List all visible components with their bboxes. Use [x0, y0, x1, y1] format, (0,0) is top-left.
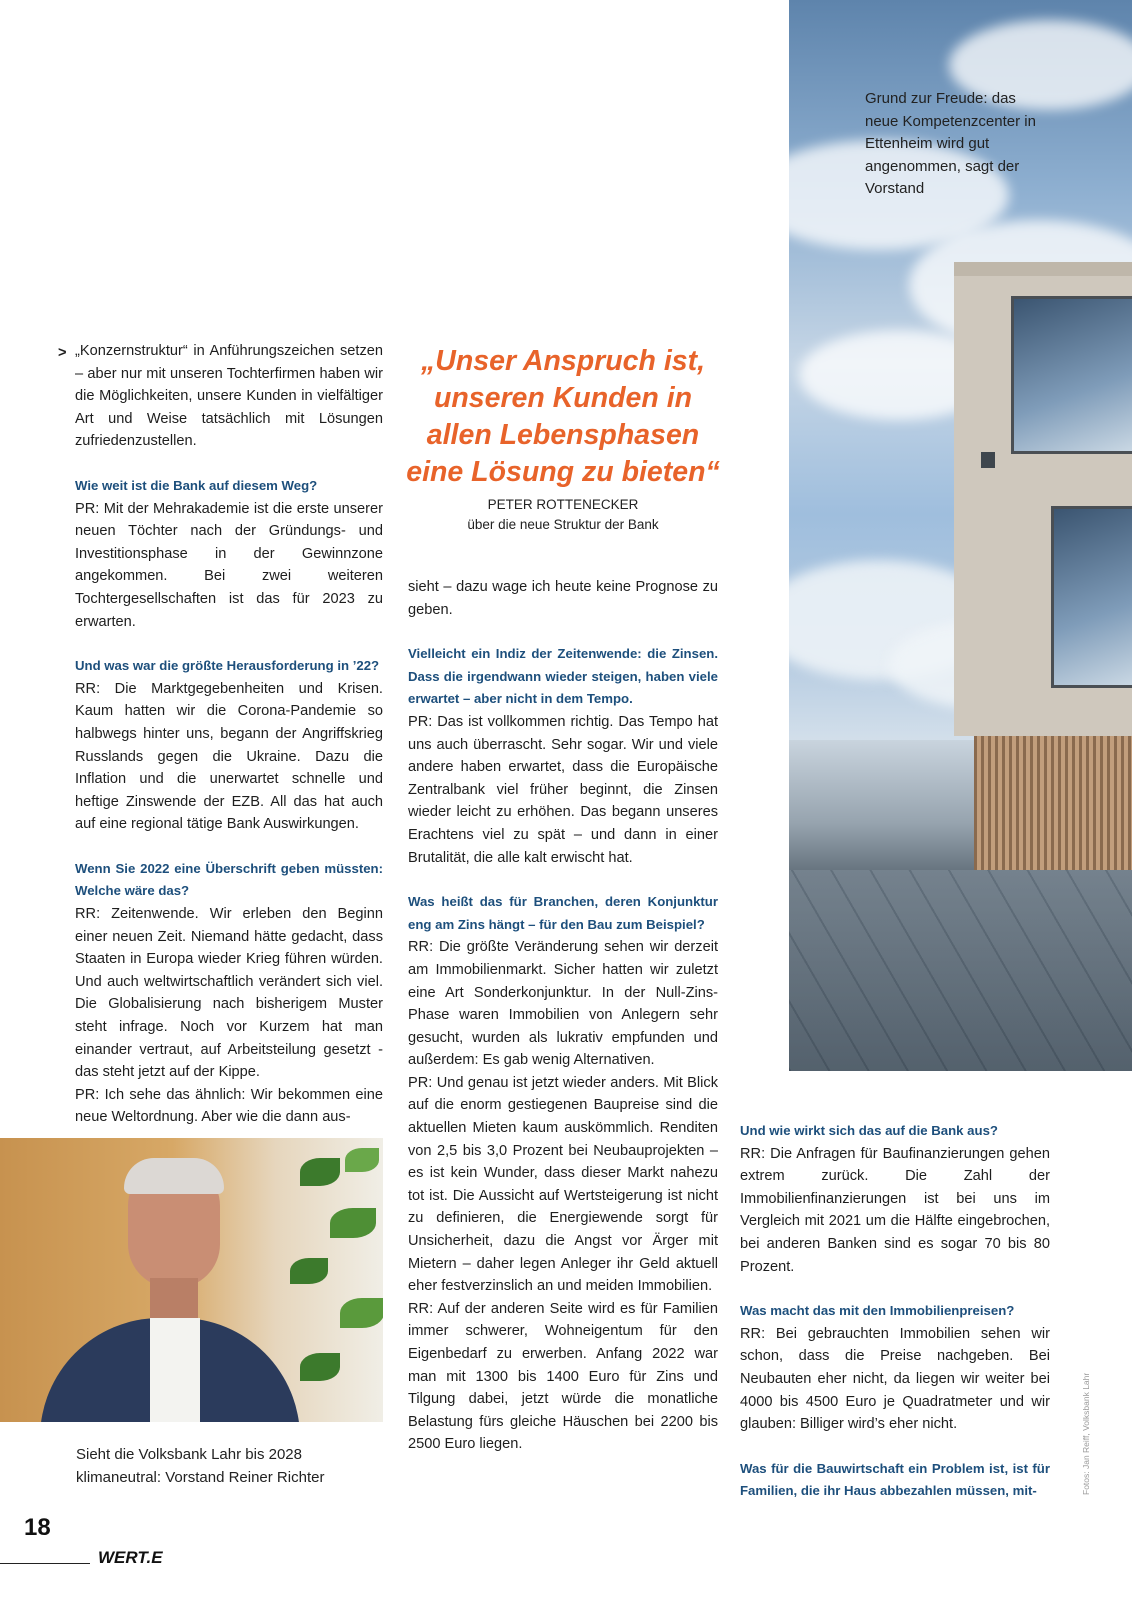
paragraph: „Konzernstruktur“ in Anführungszeichen setzen – aber nur mit unseren Tochterfirmen haben wir die Möglichkeiten, unsere Kunden in vielfältiger Art und Weise tatsächlich mit Lösungen zufriedenzustellen. [75, 343, 383, 450]
paragraph: RR: Zeitenwende. Wir erleben den Beginn einer neuen Zeit. Niemand hätte gedacht, dass Staaten in Europa wieder Krieg führen würden. Und auch weltwirtschaftlich verändert sich viel. Die Globalisierung nach bisherigem Muster steht infrage. Noch vor Kurzem hat man einander vertraut, auf Arbeitsteilung gesetzt - das steht jetzt auf der Kippe. [75, 906, 383, 1081]
column-right [740, 1120, 1050, 1503]
interview-question: Und was war die größte Herausforderung in ’22? [75, 658, 380, 674]
pull-quote-attribution [405, 495, 721, 535]
magazine-name: WERT.E [98, 1548, 163, 1567]
portrait-photo [0, 1138, 383, 1422]
interview-question: Was für die Bauwirtschaft ein Problem ist, ist für Familien, die ihr Haus abbezahlen müssen, mit- [740, 1460, 1050, 1499]
photo-credit: Fotos: Jan Reiff, Volksbank Lahr [1081, 1372, 1091, 1495]
footer-rule [0, 1563, 90, 1564]
interview-question: Und wie wirkt sich das auf die Bank aus? [740, 1123, 998, 1138]
pull-quote-text: „Unser Anspruch ist, unseren Kunden in allen Lebensphasen eine Lösung zu bieten“ [406, 345, 720, 488]
interview-question: Was heißt das für Branchen, deren Konjunktur eng am Zins hängt – für den Bau zum Beispiel? [408, 894, 718, 932]
paragraph: PR: Ich sehe das ähnlich: Wir bekommen eine neue Weltordnung. Aber wie die dann aus- [75, 1086, 383, 1126]
paragraph: RR: Die Anfragen für Baufinanzierungen gehen extrem zurück. Die Zahl der Immobilienfinanzierungen ist bei uns im Vergleich mit 2021 um die Hälfte eingebrochen, bei anderen Banken sind es sogar 70 bis 80 Prozent. [740, 1145, 1050, 1275]
pull-quote [405, 343, 721, 535]
paragraph: RR: Die größte Veränderung sehen wir derzeit am Immobilienmarkt. Sicher hatten wir zuletzt eine Art Sonderkonjunktur. In der Null-Zins-Phase waren Immobilien von Anlegern sehr gesucht, wurden als lukrativ empfunden und außerdem: Es gab wenig Alternativen. [408, 939, 718, 1069]
pull-quote-context: über die neue Struktur der Bank [467, 517, 659, 532]
paragraph: PR: Das ist vollkommen richtig. Das Tempo hat uns auch überrascht. Sehr sogar. Wir und viele andere haben erwartet, dass die Europäische Zentralbank viel früher beginnt, die Zinsen wieder leicht zu erhöhen. Das begann unseres Erachtens viel zu spät – und dann in einer Brutalität, die alle kalt erwischt hat. [408, 713, 718, 866]
pull-quote-author: PETER ROTTENECKER [487, 497, 639, 512]
interview-question: Vielleicht ein Indiz der Zeitenwende: die Zinsen. Dass die irgendwann wieder steigen, haben viele erwartet – aber nicht in dem Tempo. [408, 646, 718, 707]
paragraph: PR: Und genau ist jetzt wieder anders. Mit Blick auf die enorm gestiegenen Baupreise sind die aktuellen Mieten kaum auskömmlich. Renditen von 2,5 bis 3,0 Prozent bei Neubauprojekten – es ist kein Wunder, dass dieser Markt nahezu tot ist. Die Aussicht auf Wertsteigerung ist nicht zu definieren, die Energiewende sorgt für Unsicherheit, dazu die Angst vor Ärger mit Mietern – daher legen Anleger ihr Geld aktuell eher festverzinslich an und meiden Immobilien. [408, 1074, 718, 1295]
continuation-arrow: > [58, 345, 67, 361]
page-number: 18 [24, 1514, 51, 1541]
interview-question: Wenn Sie 2022 eine Überschrift geben müssten: Welche wäre das? [75, 860, 383, 899]
paragraph: RR: Bei gebrauchten Immobilien sehen wir schon, dass die Preise nachgeben. Bei Neubauten eher nicht, da liegen wir weiter bei 4000 bis 4500 Euro je Quadratmeter und wir glauben: Billiger wird’s eher nicht. [740, 1325, 1050, 1433]
paragraph: RR: Die Marktgegebenheiten und Krisen. Kaum hatten wir die Corona-Pandemie so halbwegs hinter uns, begann der Angriffskrieg Russlands gegen die Ukraine. Dazu die Inflation und die unerwartet schnelle und heftige Zinswende der EZB. All das hat auch auf eine regional tätige Bank Auswirkungen. [75, 680, 383, 833]
interview-question: Was macht das mit den Immobilienpreisen? [740, 1303, 1015, 1319]
building-photo-caption: Grund zur Freude: das neue Kompetenzcenter in Ettenheim wird gut angenommen, sagt der Vorstand [865, 90, 1036, 197]
paragraph: sieht – dazu wage ich heute keine Prognose zu geben. [408, 579, 718, 618]
portrait-caption: Sieht die Volksbank Lahr bis 2028 klimaneutral: Vorstand Reiner Richter [76, 1446, 325, 1486]
paragraph: RR: Auf der anderen Seite wird es für Familien immer schwerer, Wohneigentum für den Eigenbedarf zu erwerben. Anfang 2022 war man mit 1300 bis 1400 Euro für Zins und Tilgung dabei, jetzt würde die monatliche Belastung fürs gleiche Häuschen bei 2200 bis 2500 Euro liegen. [408, 1300, 718, 1453]
interview-question: Wie weit ist die Bank auf diesem Weg? [75, 477, 318, 493]
column-left [75, 340, 383, 1129]
paragraph: PR: Mit der Mehrakademie ist die erste unserer neuen Töchter nach der Gründungs- und Investitionsphase in der Gewinnzone angekommen. Bei zwei weiteren Tochtergesellschaften ist das für 2023 zu erwarten. [75, 500, 383, 630]
column-middle [408, 576, 718, 1456]
